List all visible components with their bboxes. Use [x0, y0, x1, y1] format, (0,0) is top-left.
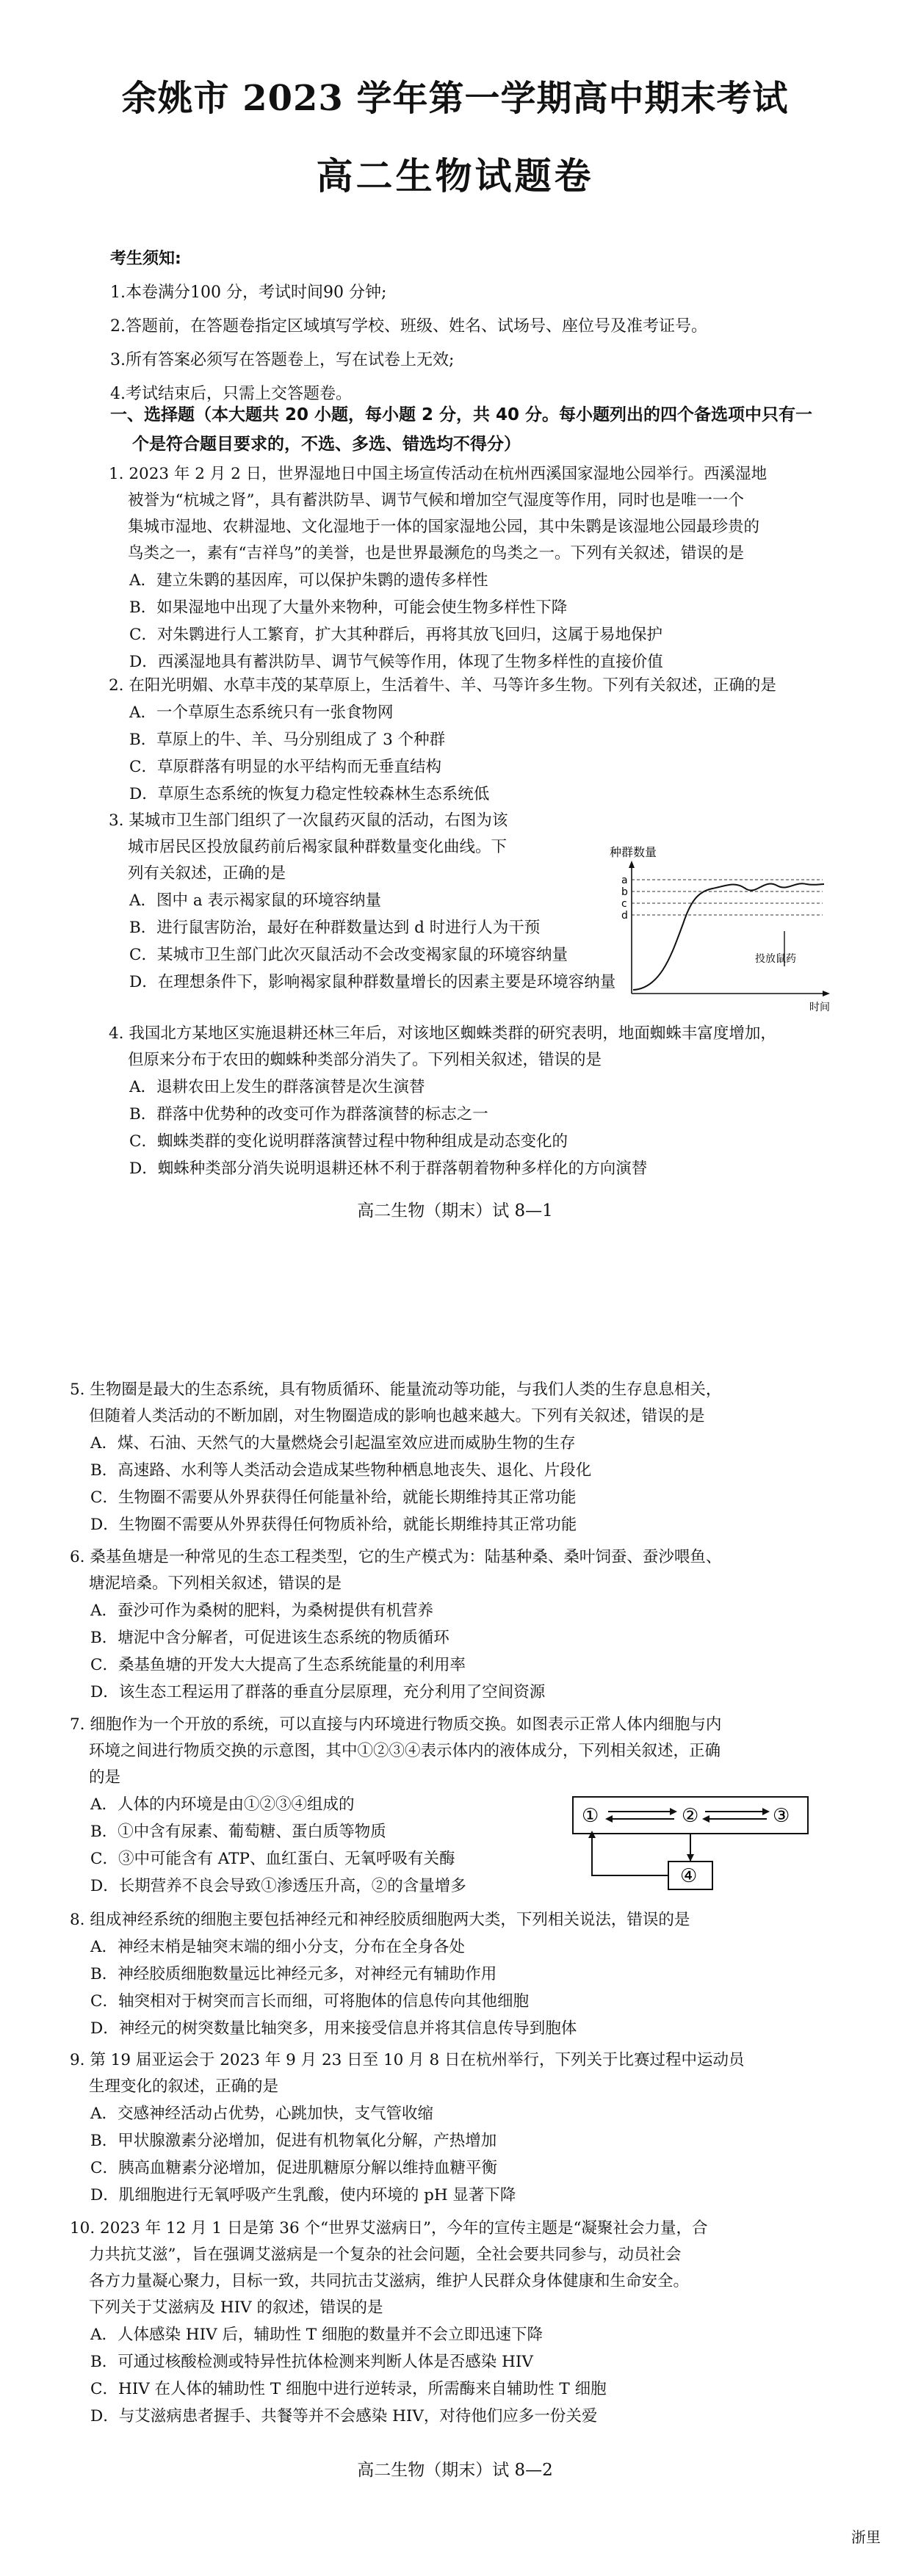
fluid-2-label: ②: [682, 1805, 699, 1827]
stem-line: 6. 桑基鱼塘是一种常见的生态工程类型，它的生产模式为：陆基种桑、桑叶饲蚕、蚕沙喂鱼、: [70, 1548, 722, 1566]
question-stem: [109, 1021, 843, 1074]
arrow-4-1: [592, 1834, 668, 1875]
fluid-3-label: ③: [773, 1805, 790, 1827]
page-gap: [0, 1248, 910, 1281]
option-c: C．HIV 在人体的辅助性 T 细胞中进行逆转录，所需酶来自辅助性 T 细胞: [90, 2380, 607, 2398]
page-footer: 高二生物（期末）试 8—2: [357, 2461, 553, 2480]
question-stem: [109, 808, 667, 887]
question-stem: [109, 461, 843, 567]
candidate-notice: [110, 242, 845, 411]
section-heading-line2: 个是符合题目要求的，不选、多选、错选均不得分）: [132, 435, 521, 454]
stem-line: 列有关叙述，正确的是: [128, 864, 286, 883]
stem-line: 被誉为“杭城之肾”，具有蓄洪防旱、调节气候和增加空气湿度等作用，同时也是唯一一个: [128, 491, 744, 510]
stem-line: 但原来分布于农田的蜘蛛种类部分消失了。下列相关叙述，错误的是: [128, 1051, 602, 1069]
stem-line: 鸟类之一，素有“吉祥鸟”的美誉，也是世界最濒危的鸟类之一。下列有关叙述，错误的是: [128, 544, 744, 562]
question-stem: [70, 1377, 848, 1430]
option-b: B．群落中优势种的改变可作为群落演替的标志之一: [129, 1105, 488, 1124]
stem-line: 塘泥培桑。下列相关叙述，错误的是: [89, 1574, 342, 1593]
option-a: A．一个草原生态系统只有一张食物网: [129, 703, 394, 722]
notice-heading: 考生须知:: [110, 250, 181, 268]
stem-line: 集城市湿地、农耕湿地、文化湿地于一体的国家湿地公园，其中朱鹮是该湿地公园最珍贵的: [128, 518, 760, 536]
question-stem: [109, 673, 843, 699]
question-stem: [70, 1907, 848, 1933]
option-a: A．建立朱鹮的基因库，可以保护朱鹮的遗传多样性: [129, 571, 488, 590]
stem-line: 7. 细胞作为一个开放的系统，可以直接与内环境进行物质交换。如图表示正常人体内细胞与内: [70, 1715, 722, 1734]
level-label-b: b: [621, 886, 628, 898]
stem-line: 5. 生物圈是最大的生态系统，具有物质循环、能量流动等功能，与我们人类的生存息息相关，: [70, 1381, 722, 1399]
question-6: [70, 1544, 848, 1706]
stem-line: 9. 第 19 届亚运会于 2023 年 9 月 23 日至 10 月 8 日在杭州举行，下列关于比赛过程中运动员: [70, 2051, 745, 2069]
stem-line: 10. 2023 年 12 月 1 日是第 36 个“世界艾滋病日”，今年的宣传主题是“凝聚社会力量，合: [70, 2219, 708, 2237]
question-3: [109, 808, 667, 996]
population-curve-graph: [602, 843, 837, 1013]
question-2: [109, 673, 843, 808]
question-stem: [70, 1712, 848, 1791]
option-d: D．生物圈不需要从外界获得任何物质补给，就能长期维持其正常功能: [90, 1516, 577, 1534]
stem-line: 环境之间进行物质交换的示意图，其中①②③④表示体内的液体成分，下列相关叙述，正确: [89, 1742, 721, 1760]
option-a: A．人体感染 HIV 后，辅助性 T 细胞的数量并不会立即迅速下降: [90, 2326, 543, 2344]
graph-xlabel: 时间: [809, 1002, 830, 1013]
question-5: [70, 1377, 848, 1538]
option-b: B．塘泥中含分解者，可促进该生态系统的物质循环: [90, 1629, 449, 1647]
option-b: B．甲状腺激素分泌增加，促进有机物氧化分解，产热增加: [90, 2132, 497, 2150]
stem-line: 各方力量凝心聚力，目标一致，共同抗击艾滋病，维护人民群众身体健康和生命安全。: [89, 2272, 690, 2290]
option-d: D．长期营养不良会导致①渗透压升高，②的含量增多: [90, 1877, 466, 1895]
option-c: C．蜘蛛类群的变化说明群落演替过程中物种组成是动态变化的: [129, 1132, 568, 1151]
section-heading-line1: 一、选择题（本大题共 20 小题，每小题 2 分，共 40 分。每小题列出的四个备选项中只有一: [110, 405, 813, 424]
option-d: D．该生态工程运用了群落的垂直分层原理，充分利用了空间资源: [90, 1683, 546, 1701]
option-c: C．胰高血糖素分泌增加，促进肌糖原分解以维持血糖平衡: [90, 2159, 497, 2177]
stem-line: 生理变化的叙述，正确的是: [89, 2077, 279, 2096]
option-c: C．对朱鹮进行人工繁育，扩大其种群后，再将其放飞回归，这属于易地保护: [129, 626, 662, 644]
question-1: [109, 461, 843, 676]
option-b: B．草原上的牛、羊、马分别组成了 3 个种群: [129, 731, 446, 749]
option-c: C．草原群落有明显的水平结构而无垂直结构: [129, 758, 441, 776]
stem-line: 1. 2023 年 2 月 2 日，世界湿地日中国主场宣传活动在杭州西溪国家湿地公园举行。西溪湿地: [109, 465, 768, 483]
option-d: D．神经元的树突数量比轴突多，用来接受信息并将其信息传导到胞体: [90, 2019, 577, 2038]
option-c: C．某城市卫生部门此次灭鼠活动不会改变褐家鼠的环境容纳量: [129, 946, 568, 964]
option-c: C．桑基鱼塘的开发大大提高了生态系统能量的利用率: [90, 1656, 466, 1674]
arrow-3-2-head: [702, 1815, 709, 1823]
option-b: B．如果湿地中出现了大量外来物种，可能会使生物多样性下降: [129, 598, 568, 617]
stem-line: 4. 我国北方某地区实施退耕还林三年后，对该地区蜘蛛类群的研究表明，地面蜘蛛丰富度增加，: [109, 1024, 776, 1043]
level-label-a: a: [621, 875, 628, 886]
arrow-2-3-head: [762, 1808, 770, 1815]
stem-line: 城市居民区投放鼠药前后褐家鼠种群数量变化曲线。下: [128, 838, 508, 856]
option-d: D．西溪湿地具有蓄洪防旱、调节气候等作用，体现了生物多样性的直接价值: [129, 653, 663, 671]
page-footer: 高二生物（期末）试 8—1: [357, 1201, 553, 1220]
question-4: [109, 1021, 843, 1182]
exam-page-2: [0, 1281, 910, 2576]
option-c: C．轴突相对于树突而言长而细，可将胞体的信息传向其他细胞: [90, 1992, 529, 2011]
question-stem: [70, 2047, 848, 2100]
question-stem: [70, 1544, 848, 1597]
exam-subtitle: 高二生物试题卷: [316, 155, 594, 198]
arrow-2-1-head: [605, 1815, 613, 1823]
option-b: B．进行鼠害防治，最好在种群数量达到 d 时进行人为干预: [129, 919, 541, 937]
notice-item: 3.所有答案必须写在答题卷上，写在试卷上无效;: [110, 351, 455, 369]
level-label-c: c: [621, 898, 627, 910]
option-a: A．图中 a 表示褐家鼠的环境容纳量: [129, 891, 382, 910]
notice-item: 4.考试结束后，只需上交答题卷。: [110, 385, 352, 403]
option-b: B．①中含有尿素、葡萄糖、蛋白质等物质: [90, 1823, 386, 1841]
section-heading: [110, 400, 837, 459]
arrow-2-4-head: [687, 1854, 694, 1862]
option-c: C．生物圈不需要从外界获得任何能量补给，就能长期维持其正常功能: [90, 1488, 577, 1507]
stem-line: 3. 某城市卫生部门组织了一次鼠药灭鼠的活动，右图为该: [109, 811, 508, 830]
option-b: B．可通过核酸检测或特异性抗体检测来判断人体是否感染 HIV: [90, 2353, 533, 2371]
question-8: [70, 1907, 848, 2042]
option-b: B．高速路、水利等人类活动会造成某些物种栖息地丧失、退化、片段化: [90, 1461, 592, 1480]
level-label-d: d: [621, 910, 628, 922]
fluid-1-label: ①: [582, 1805, 599, 1827]
stem-line: 下列关于艾滋病及 HIV 的叙述，错误的是: [89, 2298, 383, 2317]
notice-item: 2.答题前，在答题卷指定区域填写学校、班级、姓名、试场号、座位号及准考证号。: [110, 317, 707, 336]
option-c: C．③中可能含有 ATP、血红蛋白、无氧呼吸有关酶: [90, 1850, 455, 1868]
option-d: D．在理想条件下，影响褐家鼠种群数量增长的因素主要是环境容纳量: [129, 973, 616, 991]
graph-ylabel: 种群数量: [610, 845, 657, 859]
stem-line: 2. 在阳光明媚、水草丰茂的某草原上，生活着牛、羊、马等许多生物。下列有关叙述，正确的是: [109, 676, 776, 695]
option-a: A．退耕农田上发生的群落演替是次生演替: [129, 1078, 425, 1096]
option-d: D．蜘蛛种类部分消失说明退耕还林不利于群落朝着物种多样化的方向演替: [129, 1159, 648, 1178]
y-axis-arrow: [629, 861, 635, 868]
graph-annotation: 投放鼠药: [755, 953, 796, 965]
option-d: D．草原生态系统的恢复力稳定性较森林生态系统低: [129, 785, 490, 803]
option-b: B．神经胶质细胞数量远比神经元多，对神经元有辅助作用: [90, 1965, 497, 1983]
notice-item: 1.本卷满分100 分，考试时间90 分钟;: [110, 283, 387, 302]
question-10: [70, 2215, 848, 2430]
corner-watermark-text: 浙里: [851, 2528, 881, 2546]
stem-line: 力共抗艾滋”，旨在强调艾滋病是一个复杂的社会问题，全社会要共同参与，动员社会: [89, 2246, 682, 2264]
stem-line: 8. 组成神经系统的细胞主要包括神经元和神经胶质细胞两大类，下列相关说法，错误的是: [70, 1911, 690, 1929]
option-a: A．煤、石油、天然气的大量燃烧会引起温室效应进而威胁生物的生存: [90, 1434, 576, 1452]
option-d: D．与艾滋病患者握手、共餐等并不会感染 HIV，对待他们应多一份关爱: [90, 2407, 598, 2425]
x-axis-arrow: [823, 991, 830, 996]
option-a: A．交感神经活动占优势，心跳加快，支气管收缩: [90, 2105, 434, 2123]
question-9: [70, 2047, 848, 2209]
population-curve: [633, 883, 824, 990]
exam-page-1: [0, 0, 910, 1248]
option-a: A．蚕沙可作为桑树的肥料，为桑树提供有机营养: [90, 1602, 434, 1620]
fluid-4-label: ④: [680, 1865, 698, 1887]
arrow-1-2-head: [670, 1808, 677, 1815]
stem-line: 但随着人类活动的不断加剧，对生物圈造成的影响也越来越大。下列有关叙述，错误的是: [89, 1407, 705, 1425]
exam-title: 余姚市 2023 学年第一学期高中期末考试: [121, 78, 789, 119]
option-a: A．神经末梢是轴突末端的细小分支，分布在全身各处: [90, 1938, 466, 1956]
fluid-exchange-diagram: [558, 1788, 823, 1898]
option-a: A．人体的内环境是由①②③④组成的: [90, 1795, 355, 1814]
question-stem: [70, 2215, 848, 2321]
option-d: D．肌细胞进行无氧呼吸产生乳酸，使内环境的 pH 显著下降: [90, 2186, 516, 2204]
stem-line: 的是: [89, 1768, 121, 1787]
